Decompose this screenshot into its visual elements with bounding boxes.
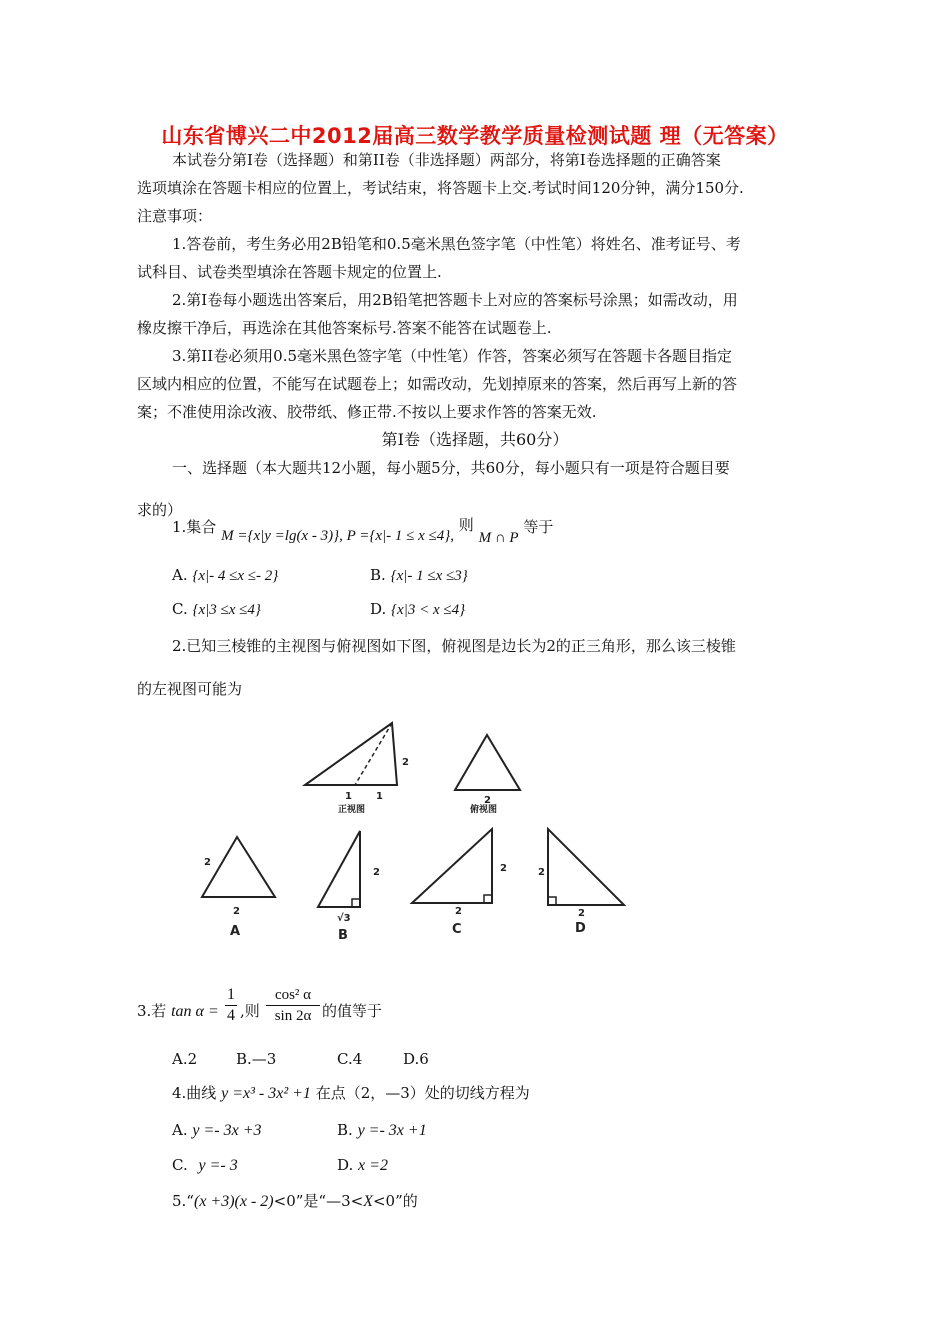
question-4	[172, 1080, 530, 1107]
note-2-line-1: 2.第Ⅰ卷每小题选出答案后，用2B铅笔把答题卡上对应的答案标号涂黑；如需改动，用	[172, 291, 738, 309]
option-a-triangle	[202, 837, 275, 897]
q1-option-d-letter: D.	[370, 600, 387, 618]
exam-title: 山东省博兴二中2012届高三数学教学质量检测试题 理（无答案）	[161, 124, 789, 148]
q5-var: X	[363, 1193, 373, 1210]
option-a-side-label: 2	[204, 857, 211, 868]
note-1-line-2: 试科目、试卷类型填涂在答题卡规定的位置上.	[137, 263, 442, 281]
option-d-side-label: 2	[538, 867, 545, 878]
front-view-height-label: 2	[402, 757, 409, 768]
q1-stem-prefix: 1.集合	[172, 518, 217, 536]
q3-option-d[interactable]: D.6	[403, 1050, 429, 1068]
option-c-triangle	[412, 829, 492, 903]
q3-option-b[interactable]: B.—3	[236, 1050, 277, 1068]
note-3-line-1: 3.第II卷必须用0.5毫米黑色签字笔（中性笔）作答，答案必须写在答题卡各题目指定	[172, 347, 733, 365]
q3-fraction-1	[225, 985, 237, 1026]
q1-intersection: M ∩ P	[478, 530, 519, 546]
q1-set-expression: M ={x|y =lg(x - 3)}, P ={x|- 1 ≤ x ≤4},	[221, 528, 454, 544]
q4-option-a-expr: y =- 3x +3	[192, 1122, 262, 1139]
q4-option-d[interactable]	[337, 1152, 388, 1179]
q1-option-a-letter: A.	[172, 566, 188, 584]
notes-heading: 注意事项：	[137, 207, 213, 225]
option-b-triangle	[318, 831, 360, 907]
q4-option-d-letter: D.	[337, 1156, 354, 1174]
q4-option-c-letter: C.	[172, 1156, 188, 1174]
note-1-line-1: 1.答卷前，考生务必用2B铅笔和0.5毫米黑色签字笔（中性笔）将姓名、准考证号、考	[172, 235, 741, 253]
q3-suffix: 的值等于	[322, 1002, 383, 1020]
option-d-right-angle	[548, 897, 556, 905]
q1-option-a[interactable]	[172, 562, 278, 589]
question-1	[172, 514, 554, 546]
q4-option-b-letter: B.	[337, 1121, 353, 1139]
top-view-label: 俯视图	[470, 805, 498, 815]
q4-option-a-letter: A.	[172, 1121, 188, 1139]
q4-option-b-expr: y =- 3x +1	[357, 1122, 427, 1139]
q2-line-1: 2.已知三棱锥的主视图与俯视图如下图，俯视图是边长为2的正三角形，那么该三棱锥	[172, 637, 736, 655]
option-c-side-label: 2	[500, 863, 507, 874]
q3-then: ,则	[240, 1002, 260, 1020]
front-view-base-left-label: 1	[345, 791, 352, 802]
question-5	[172, 1188, 418, 1215]
q1-suffix: 等于	[523, 518, 554, 536]
option-b-letter: B	[338, 928, 348, 943]
q2-figure	[190, 715, 630, 950]
front-view-triangle	[305, 723, 397, 785]
q3-option-a[interactable]: A.2	[172, 1050, 198, 1068]
section-desc-line-1: 一、选择题（本大题共12小题，每小题5分，共60分，每小题只有一项是符合题目要	[172, 459, 730, 477]
q4-suffix: 在点（2，—3）处的切线方程为	[315, 1084, 530, 1102]
q3-prefix: 3.若	[137, 1002, 167, 1020]
q3-fraction-2-numerator: cos² α	[274, 987, 312, 1003]
top-view-base-label: 2	[484, 795, 491, 806]
q4-option-a[interactable]	[172, 1117, 262, 1144]
note-3-line-3: 案；不准使用涂改液、胶带纸、修正带.不按以上要求作答的答案无效.	[137, 403, 597, 421]
q1-option-c-letter: C.	[172, 600, 188, 618]
front-view-hidden-edge	[355, 723, 392, 785]
q2-line-2: 的左视图可能为	[137, 680, 243, 698]
q1-option-c[interactable]	[172, 596, 261, 623]
front-view-label: 正视图	[338, 805, 366, 815]
option-b-side-label: 2	[373, 867, 380, 878]
q3-fraction-2-denominator: sin 2α	[274, 1008, 312, 1024]
option-b-right-angle	[352, 899, 360, 907]
q3-tan-expr: tan α =	[171, 1003, 219, 1020]
note-2-line-2: 橡皮擦干净后，再选涂在其他答案标号.答案不能答在试题卷上.	[137, 319, 552, 337]
q3-fraction-1-denominator: 4	[227, 1007, 235, 1024]
q5-mid: <0”是“—3<	[273, 1192, 364, 1210]
q4-option-d-expr: x =2	[358, 1157, 388, 1174]
q1-option-a-expr: {x|- 4 ≤x ≤- 2}	[192, 568, 279, 584]
option-d-letter: D	[575, 921, 586, 936]
section-title: 第Ⅰ卷（选择题，共60分）	[381, 430, 569, 449]
q3-option-c[interactable]: C.4	[337, 1050, 363, 1068]
option-a-base-label: 2	[233, 906, 240, 917]
option-d-triangle	[548, 829, 624, 905]
q1-option-d-expr: {x|3 < x ≤4}	[391, 602, 466, 618]
q1-option-d[interactable]	[370, 596, 465, 623]
q4-prefix: 4.曲线	[172, 1084, 217, 1102]
q5-prefix: 5.“	[172, 1192, 194, 1210]
q4-option-b[interactable]	[337, 1117, 427, 1144]
option-a-letter: A	[230, 924, 241, 939]
q4-curve: y =x³ - 3x² +1	[221, 1085, 311, 1102]
option-b-base-label: √3	[337, 913, 351, 924]
q4-option-c[interactable]	[172, 1152, 238, 1179]
option-c-base-label: 2	[455, 906, 462, 917]
q1-option-b-expr: {x|- 1 ≤x ≤3}	[390, 568, 468, 584]
section-desc-line-2: 求的）	[137, 501, 183, 519]
option-d-base-label: 2	[578, 908, 585, 919]
intro-line-2: 选项填涂在答题卡相应的位置上，考试结束，将答题卡上交.考试时间120分钟，满分150分.	[137, 179, 744, 197]
intro-line-1: 本试卷分第Ⅰ卷（选择题）和第II卷（非选择题）两部分，将第Ⅰ卷选择题的正确答案	[172, 151, 721, 169]
q5-expr: (x +3)(x - 2)	[193, 1193, 274, 1210]
q1-option-c-expr: {x|3 ≤x ≤4}	[192, 602, 261, 618]
option-c-right-angle	[484, 895, 492, 903]
q4-option-c-expr: y =- 3	[198, 1157, 238, 1174]
question-3	[137, 998, 219, 1025]
top-view-triangle	[455, 735, 520, 790]
q1-option-b[interactable]	[370, 562, 468, 589]
q1-then: 则	[458, 516, 474, 534]
q3-fraction-1-numerator: 1	[227, 986, 235, 1003]
note-3-line-2: 区域内相应的位置，不能写在试题卷上；如需改动，先划掉原来的答案，然后再写上新的答	[137, 375, 738, 393]
q5-suffix: <0”的	[372, 1192, 418, 1210]
option-c-letter: C	[452, 922, 462, 937]
front-view-base-right-label: 1	[376, 791, 383, 802]
q3-fraction-2	[266, 985, 320, 1026]
q1-option-b-letter: B.	[370, 566, 386, 584]
